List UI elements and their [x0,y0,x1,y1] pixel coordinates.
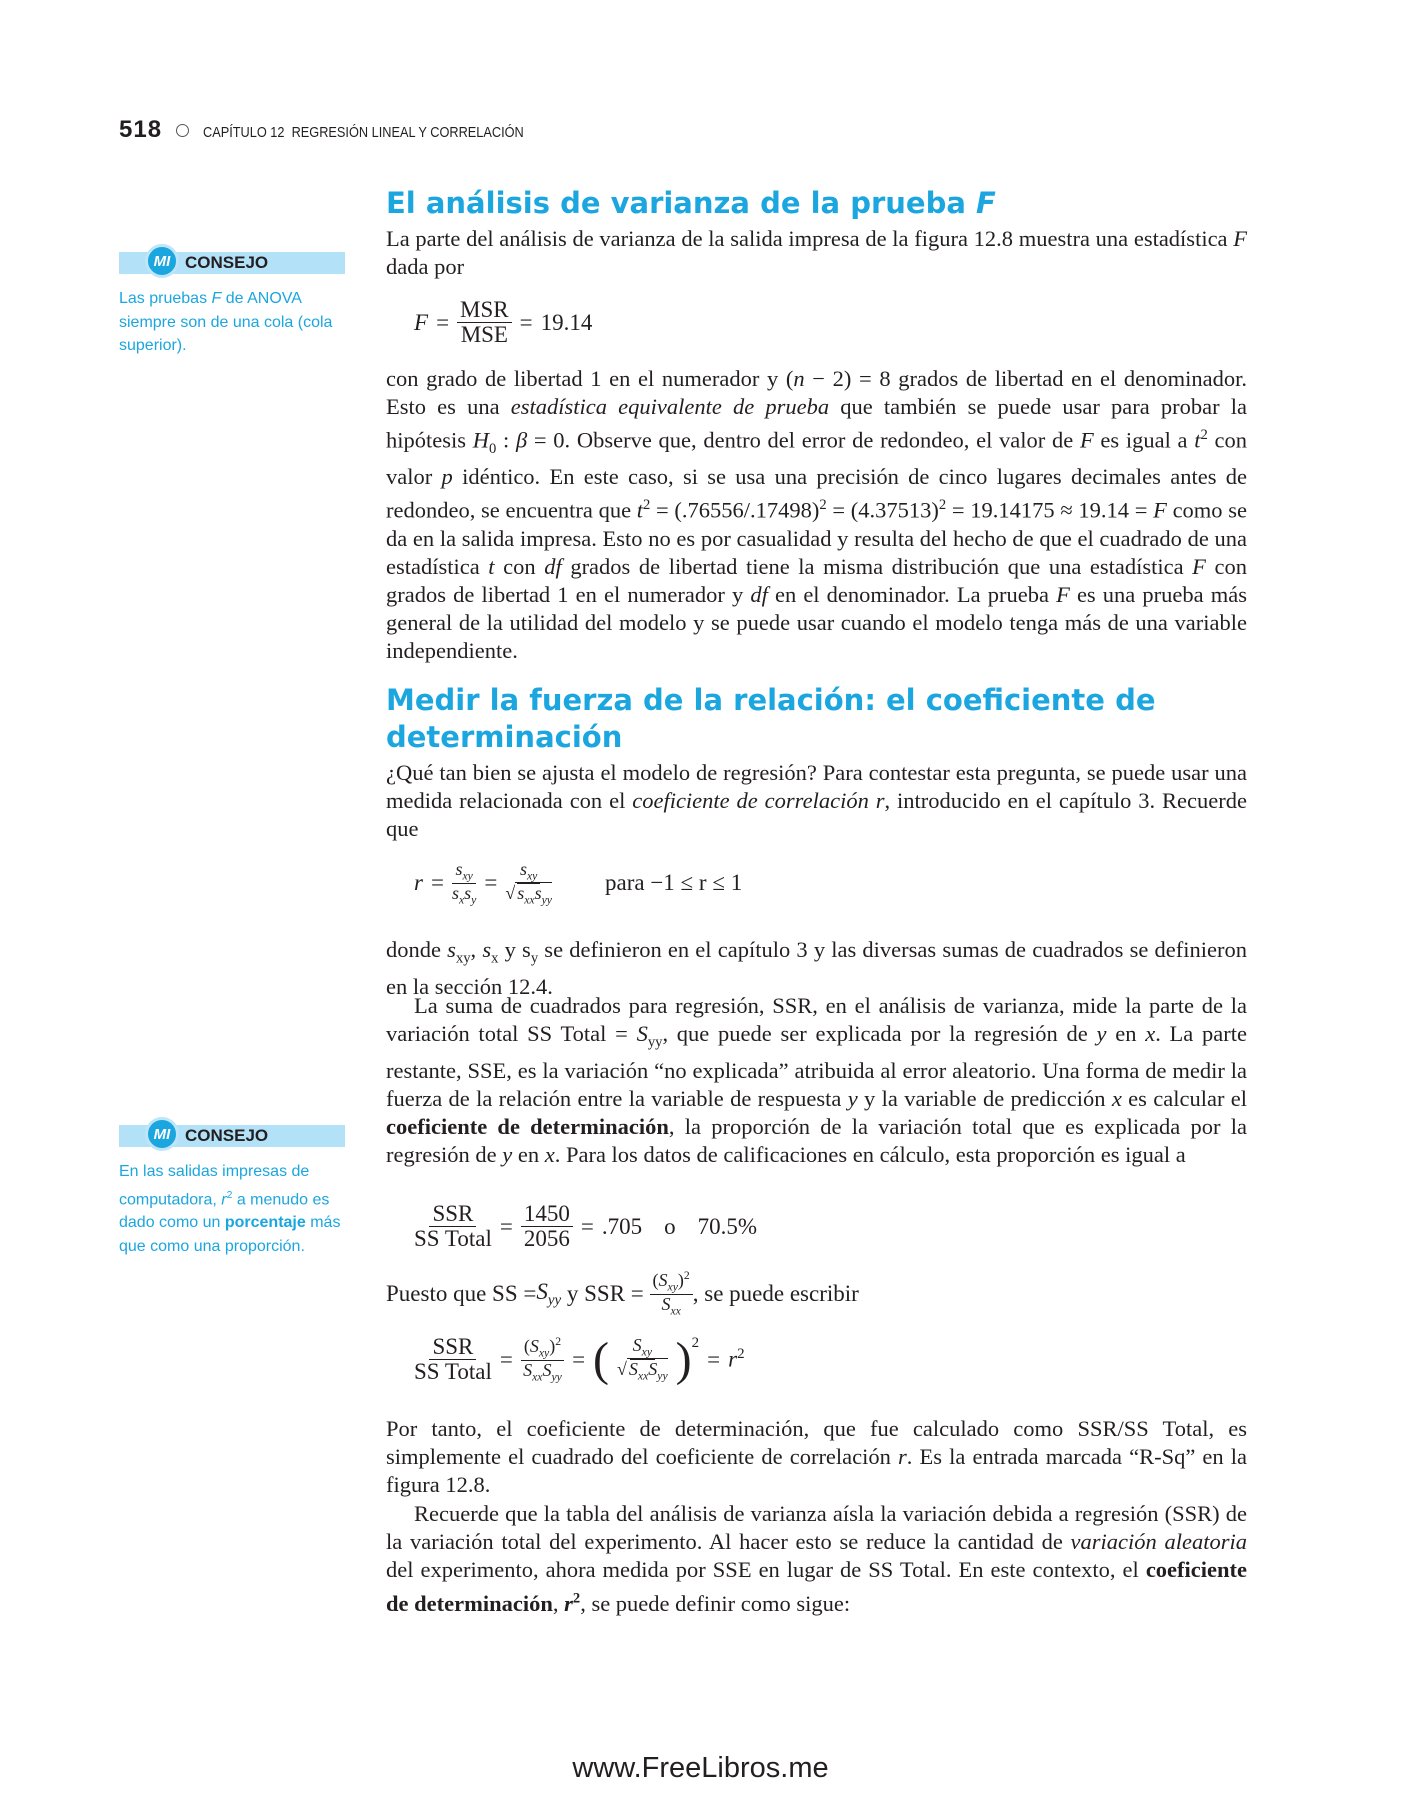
text-segment: F [211,290,222,307]
numerator: MSR [457,298,512,323]
section-heading [386,185,996,222]
text-segment: en [1106,1021,1146,1046]
text-segment: 2 [819,497,827,513]
text-segment: = 19.14175 ≈ 19.14 = [946,497,1154,523]
heading-var: F [976,186,996,220]
text-segment: , que puede ser explicada por la regresión de [662,1021,1097,1046]
text-segment: con [494,553,545,579]
text-segment: 2 [938,497,947,513]
text-segment: que también se puede usar para probar la hipótesis [386,394,1248,453]
text-segment: = (4.37513) [826,497,939,523]
denominator: SS Total [414,1226,492,1252]
text: , se puede escribir [692,1280,859,1306]
text-segment: 2 [226,1189,233,1201]
text-segment: a menudo es dado como un [119,1190,330,1232]
paragraph [386,1415,1247,1499]
tip-banner [119,252,345,274]
text-segment: con valor [386,427,1247,489]
chapter-number: CAPÍTULO 12 [203,124,285,141]
text-segment: Las pruebas [119,290,212,307]
percent-value: 70.5% [697,1213,757,1239]
text-segment: coeficiente de determinación [386,1113,669,1139]
formula-f: F = $\frac{\text{MSR}}{\text{MSE}}$ = 19.14 [414,297,593,348]
text-segment: La suma de cuadrados para regresión, SSR, en el análisis de varianza, mide la parte de la variación total SS Total = [386,993,1247,1046]
paragraph-text [386,1501,1247,1616]
mi-badge-icon: MI [145,244,179,278]
text-segment: de ANOVA siempre son de una cola (cola superior). [119,290,333,354]
text-segment: . Para los datos de calificaciones en cálculo, esta proporción es igual a [554,1141,1186,1167]
text-segment: x [1145,1021,1156,1046]
paragraph-text [386,993,1247,1167]
tip-label: CONSEJO [185,1126,269,1145]
text-segment: estadística equivalente de prueba [510,394,830,419]
puesto-line: Puesto que SS = $S_{yy}$ y SSR = $\frac{(S_{xy})^2}{S_{xx}}$ , se puede escribir [386,1269,859,1318]
text-segment: , [552,1590,565,1616]
text-segment: n [793,366,805,391]
text-segment: β [515,427,528,453]
text-segment: del experimento, ahora medida por SSE en lugar de SS Total. En este contexto, el [386,1557,1146,1582]
text-segment: grados de libertad tiene la misma distribución que una estadística [561,553,1193,579]
text-segment: = (.76556/.17498) [650,497,820,523]
text-segment: s [482,937,492,962]
text-segment: r [221,1190,227,1208]
text-segment: xy [455,950,471,967]
formula-condition: para −1 ≤ r ≤ 1 [605,870,743,896]
paragraph [386,225,1247,281]
text-segment: x [1111,1085,1122,1111]
text-segment: r [898,1444,907,1469]
denominator: 2056 [523,1226,570,1252]
text-segment: r [564,1590,573,1616]
text-segment: se definieron en el capítulo 3 y las diversas sumas de cuadrados se definieron en la sección 12.4. [386,937,1247,999]
text-segment: s [447,937,456,962]
text-segment: En las salidas impresas de computadora, [119,1163,310,1208]
tip-banner [119,1125,345,1147]
text-segment: : [496,427,516,453]
tip-label: CONSEJO [185,253,269,272]
text-segment: 0 [488,441,497,457]
text-segment: porcentaje [224,1214,306,1232]
text-segment: y [1096,1021,1107,1046]
text-segment: y [847,1085,858,1111]
text-segment: es una prueba más general de la utilidad del modelo y se puede usar cuando el modelo tenga más de una variable independiente. [386,581,1247,663]
heading-text: El análisis de varianza de la prueba [386,186,976,220]
text-segment: con grado de libertad 1 en el numerador y ( [386,366,794,391]
paragraph [386,1500,1247,1618]
or-text: o [664,1213,676,1239]
text-segment: variación aleatoria [1070,1529,1248,1554]
text-segment: Por tanto, el coeficiente de determinación, que fue calculado como SSR/SS Total, es simplemente el cuadrado del coeficiente de correlación [386,1416,1247,1469]
tip-text [119,1160,354,1258]
text-segment: es igual a [1093,427,1195,453]
text-segment: y [530,950,539,967]
circle-bullet-icon [176,124,189,137]
running-header [119,116,580,144]
text-segment: x [544,1141,555,1167]
text-segment: . Es la entrada marcada “R-Sq” en la figura 12.8. [386,1444,1248,1497]
text-segment: coeficiente de correlación r [632,788,885,813]
text-segment: donde [386,937,448,962]
text-segment: , [470,937,483,962]
formula-lhs: F [414,309,429,335]
page-number: 518 [119,116,163,143]
text-segment: H [472,427,489,453]
text: Puesto que SS = [386,1280,537,1306]
text-segment: con grados de libertad 1 en el numerador y [386,553,1247,607]
text-segment: df [750,581,768,607]
text-segment: x [491,950,499,967]
section-heading: Medir la fuerza de la relación: el coeficiente de determinación [386,683,1156,754]
text-segment: coeficiente de determinación [386,1557,1247,1616]
paragraph [386,936,1247,1001]
paragraph [386,365,1247,665]
numerator: 1450 [521,1202,573,1227]
text-segment: en [512,1141,545,1167]
text: y SSR = [561,1280,650,1306]
text-segment: y [502,1141,513,1167]
chapter-title: REGRESIÓN LINEAL Y CORRELACIÓN [291,124,524,141]
text-segment: yy [647,1034,663,1051]
text-segment: como se da en la salida impresa. Esto no es por casualidad y resulta del hecho de que el cuadrado de una estadística [386,497,1247,579]
text-segment: . La parte restante, SSE, es la variación “no explicada” atribuida al error aleatorio. Una forma de medir la fuerza de la relación entre la variable de respuesta [386,1021,1247,1111]
formula-value: 19.14 [540,309,593,335]
text-segment: 2 [572,1590,581,1606]
text-segment: ¿Qué tan bien se ajusta el modelo de regresión? Para contestar esta pregunta, se puede usar una medida relacionada con el [386,760,1247,813]
formula-ratio: $\frac{\text{SSR}}{\text{SS Total}}$ = $\frac{1450}{2056}$ = .705 o 70.5% [414,1201,757,1252]
ratio-value: .705 [601,1213,643,1239]
equals: = [519,309,533,335]
paragraph [386,992,1247,1169]
text-segment: , la proporción de la variación total que es explicada por la regresión de [386,1113,1247,1167]
text-segment: F [1192,553,1206,579]
text-segment: t [488,553,495,579]
text-segment: F [1079,427,1094,453]
denominator: MSE [460,322,508,348]
text-segment: en el denominador. La prueba [767,581,1057,607]
footer-url[interactable]: www.FreeLibros.me [572,1752,829,1784]
text-segment: idéntico. En este caso, si se usa una precisión de cinco lugares decimales antes de redondeo, se encuentra que [386,464,1247,523]
text-segment: df [544,553,562,579]
text-segment: p [441,464,453,489]
chapter-label [203,124,524,141]
text-segment: F [1056,581,1070,607]
formula-r: r = $\frac{s_{xy}}{s_xs_y}$ = $\frac{s_{xy}}{√ s_{xx}s_{yy}}$ para −1 ≤ r ≤ 1 [414,859,743,907]
text-segment: y la variable de predicción [857,1085,1112,1111]
text-segment: = 0. Observe que, dentro del error de redondeo, el valor de [527,427,1080,453]
text-segment: es calcular el [1121,1085,1248,1111]
text-segment: , se puede definir como sigue: [580,1590,851,1616]
paragraph [386,759,1247,843]
text-segment: − 2) = 8 grados de libertad en el denominador. Esto es una [386,366,1247,419]
mi-badge-icon: MI [145,1117,179,1151]
text-segment: Recuerde que la tabla del análisis de varianza aísla la variación debida a regresión (SSR) de la variación total del experimento. Al hacer esto se reduce la cantidad de [386,1501,1247,1554]
tip-text [119,287,354,358]
text-segment: t [636,497,644,523]
formula-r-squared: $\frac{\text{SSR}}{\text{SS Total}}$ = $\frac{(S_{xy})^2}{S_{xx}S_{yy}}$ = ( $\frac{S_{xy}}{√ S_{xx}S_{yy}}$ ) $^2$ = $r^2$ [414,1332,745,1386]
text-segment: 2 [643,497,651,513]
text-segment: F [1153,497,1167,523]
text-segment: , introducido en el capítulo 3. Recuerde que [386,788,1247,841]
text-segment: F [1233,226,1247,251]
text-segment: y s [498,937,531,962]
numerator: SSR [429,1202,476,1227]
text-segment: t [1194,427,1201,453]
text-segment: S [636,1021,648,1046]
text-segment: La parte del análisis de varianza de la salida impresa de la figura 12.8 muestra una estadística [386,226,1234,251]
text-segment: 2 [1200,427,1208,443]
text-segment: más que como una proporción. [119,1214,341,1255]
text-segment: dada por [386,254,465,279]
